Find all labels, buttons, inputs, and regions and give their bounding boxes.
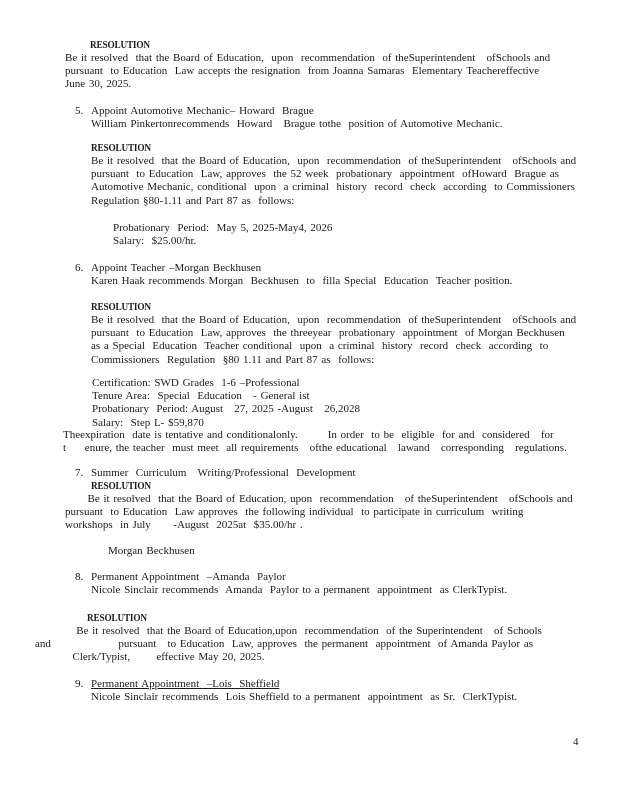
appointment-details — [92, 377, 360, 430]
resolution-line: Regulation §80-1.11 and Part 87 as follows: — [91, 194, 295, 207]
item-title: Permanent Appointment –Lois Sheffield — [91, 678, 280, 690]
item-intro: Karen Haak recommends Morgan Beckhusen to filla Special Education Teacher position. — [91, 275, 513, 288]
resolution-body — [65, 493, 573, 533]
resolution-line: Be it resolved that the Board of Education, upon recommendation of theSuperintendent ofSchools and — [91, 314, 577, 326]
item-number: 5. — [75, 105, 84, 117]
resolution-line: Commissioners Regulation §80 1.11 and Part 87 as follows: — [91, 353, 375, 366]
item-number: 6. — [75, 262, 84, 274]
resolution-line: pursuant to Education Law accepts the resignation from Joanna Samaras Elementary Teachereffective — [65, 65, 540, 78]
resolution-line: workshops in July -August 2025at $35.00/hr . — [65, 519, 303, 532]
resolution-body — [91, 155, 576, 208]
item-number: 7. — [75, 467, 84, 479]
detail-line: Tenure Area: Special Education - General ist — [92, 390, 310, 403]
agenda-item-8 — [75, 571, 507, 597]
item-title: Summer Curriculum Writing/Professional Development — [91, 467, 356, 479]
item-title: Appoint Automotive Mechanic– Howard Brague — [91, 105, 314, 117]
resolution-line: Be it resolved that the Board of Education,upon recommendation of the Superintendent of Schools — [35, 625, 542, 637]
resolution-line: Be it resolved that the Board of Education, upon recommendation of theSuperintendent ofSchools and — [65, 493, 573, 505]
item-title: Appoint Teacher –Morgan Beckhusen — [91, 262, 262, 274]
resolution-line: and pursuant to Education Law, approves the permanent appointment of Amanda Paylor as — [35, 638, 534, 651]
resolution-body — [91, 314, 576, 367]
resolution-line: pursuant to Education Law approves the following individual to participate in curriculum writing — [65, 506, 524, 519]
tenure-note — [63, 429, 567, 455]
item-intro: Nicole Sinclair recommends Amanda Paylor to a permanent appointment as ClerkTypist. — [91, 584, 508, 597]
item-title: Permanent Appointment –Amanda Paylor — [91, 571, 286, 583]
resolution-header: RESOLUTION — [90, 40, 150, 51]
resolution-line: June 30, 2025. — [65, 78, 132, 91]
resolution-line: Be it resolved that the Board of Education, upon recommendation of theSuperintendent ofSchools and — [65, 52, 551, 64]
item-number: 8. — [75, 571, 84, 583]
agenda-item-9 — [75, 678, 517, 704]
detail-line: Salary: $25.00/hr. — [113, 235, 197, 248]
resolution-header: RESOLUTION — [91, 481, 151, 492]
resolution-header: RESOLUTION — [91, 143, 151, 154]
item-intro: William Pinkertonrecommends Howard Brague tothe position of Automotive Mechanic. — [91, 118, 503, 131]
resolution-body — [65, 52, 550, 92]
agenda-item-5 — [75, 105, 502, 131]
agenda-item-7 — [75, 467, 356, 480]
page-number: 4 — [573, 736, 579, 748]
agenda-item-6 — [75, 262, 512, 288]
detail-line: Probationary Period: May 5, 2025-May4, 2026 — [113, 222, 333, 234]
resolution-header: RESOLUTION — [87, 613, 147, 624]
item-number: 9. — [75, 678, 84, 690]
item-intro: Nicole Sinclair recommends Lois Sheffield to a permanent appointment as Sr. ClerkTypist. — [91, 691, 518, 704]
resolution-line: Automotive Mechanic, conditional upon a criminal history record check according to Commissioners — [91, 181, 575, 194]
participant-name: Morgan Beckhusen — [108, 545, 195, 557]
note-line: Theexpiration date is tentative and conditionalonly. In order to be eligible for and considered for — [63, 429, 554, 441]
appointment-details — [113, 222, 332, 248]
resolution-line: pursuant to Education Law, approves the threeyear probationary appointment of Morgan Beckhusen — [91, 327, 565, 340]
resolution-line: as a Special Education Teacher conditional upon a criminal history record check according to — [91, 340, 549, 353]
resolution-line: Clerk/Typist, effective May 20, 2025. — [35, 651, 265, 664]
detail-line: Salary: Step L- $59,870 — [92, 416, 204, 429]
detail-line: Probationary Period: August 27, 2025 -August 26,2028 — [92, 403, 360, 416]
resolution-header: RESOLUTION — [91, 302, 151, 313]
detail-line: Certification: SWD Grades 1-6 –Professional — [92, 377, 300, 389]
resolution-line: Be it resolved that the Board of Education, upon recommendation of theSuperintendent ofSchools and — [91, 155, 577, 167]
resolution-line: pursuant to Education Law, approves the 52 week probationary appointment ofHoward Brague as — [91, 168, 559, 181]
resolution-body — [35, 625, 542, 665]
note-line: t enure, the teacher must meet all requirements ofthe educational lawand corresponding regulations. — [63, 442, 567, 455]
